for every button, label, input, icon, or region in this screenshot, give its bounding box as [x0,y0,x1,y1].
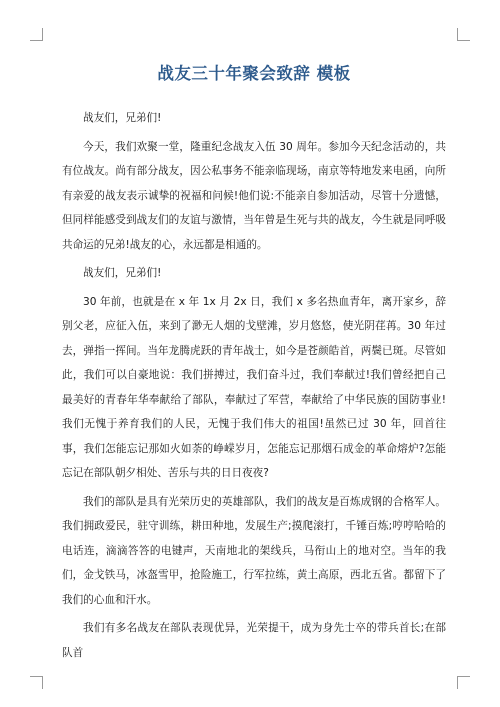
paragraph-greeting: 战友们，兄弟们! [83,112,162,124]
paragraph-history: 30 年前，也就是在 x 年 1x 月 2x 日，我们 x 多名热血青年，离开家乡，辞别父老，应征入伍，来到了渺无人烟的戈壁滩，岁月悠悠，使光阴荏苒。30 年过去，弹指一挥间。当年龙腾虎跃的青年战士，如今是苍颜皓首，两鬓已斑。尽管如此，我们可以自豪地说：我们拼搏过，我们奋斗过，我们奉献过!我们曾经把自己最美好的青春年华奉献给了部队，奉献过了军营，奉献给了中华民族的国防事业!我们无愧于养育我们的人民，无愧于我们伟大的祖国!虽然已过 30 年，回首往事，我们怎能忘记那如火如荼的峥嵘岁月，怎能忘记那烟石成金的革命熔炉?怎能忘记在部队朝夕相处、苦乐与共的日日夜夜? [62,295,446,479]
crop-mark-bottom-right [457,676,470,689]
paragraph-greeting-repeat: 战友们，兄弟们! [83,267,162,279]
paragraph-unit-honor: 我们的部队是具有光荣历史的英雄部队，我们的战友是百炼成钢的合格军人。我们拥政爱民，驻守训练，耕田种地，发展生产;摸爬滚打，千锤百炼;哼哼哈哈的电话连，滴滴答答的电键声，天南地北的架线兵，马衔山上的地对空。当年的我们，金戈铁马，冰盔雪甲，抢险施工，行军拉练，黄土高原，西北五省。都留下了我们的心血和汗水。 [62,495,446,606]
paragraph-achievements: 我们有多名战友在部队表现优异，光荣提干，成为身先士卒的带兵首长;在部队首 [62,622,446,659]
document-title: 战友三十年聚会致辞 模板 [157,64,351,83]
crop-mark-top-left [30,28,43,41]
document-page [62,60,446,669]
crop-mark-bottom-left [30,676,43,689]
paragraph-opening: 今天，我们欢聚一堂，隆重纪念战友入伍 30 周年。参加今天纪念活动的，共有位战友。尚有部分战友，因公私事务不能亲临现场，南京等特地发来电函，向所有亲爱的战友表示诚挚的祝福和问候!他们说:不能亲自参加活动，尽管十分遗憾，但同样能感受到战友们的友谊与激情，当年曾是生死与共的战友，今生就是同呼吸共命运的兄弟!战友的心，永远都是相通的。 [62,140,446,251]
crop-mark-top-right [457,28,470,41]
